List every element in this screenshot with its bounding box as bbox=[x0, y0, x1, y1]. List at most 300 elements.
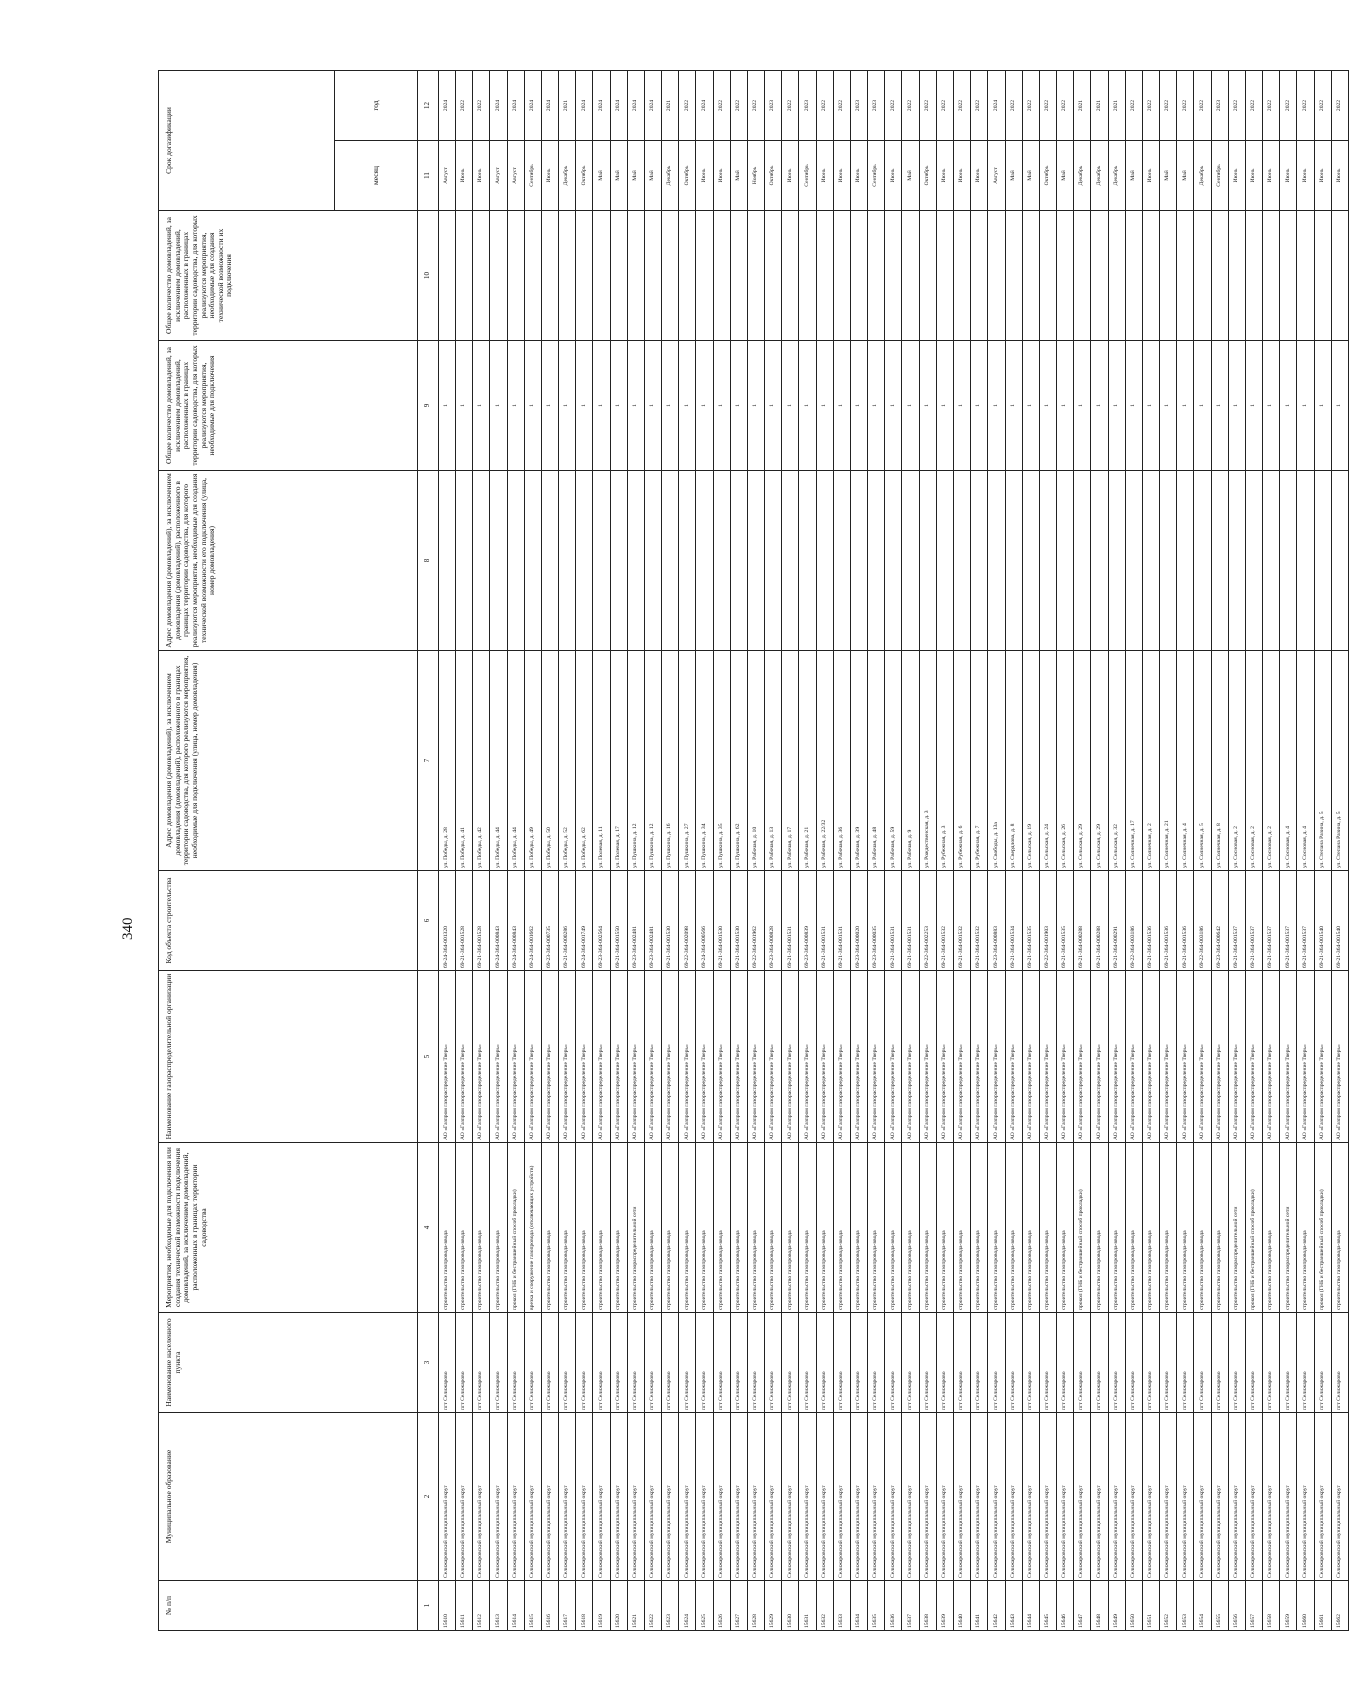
table-cell: строительство газопровода-ввода bbox=[954, 1143, 971, 1313]
table-cell: 2022 bbox=[1160, 71, 1177, 141]
table-cell: Июнь bbox=[473, 141, 490, 211]
table-cell: Селижаровский муниципальный округ bbox=[868, 1413, 885, 1581]
table-cell: Селижаровский муниципальный округ bbox=[662, 1413, 679, 1581]
table-cell: 1 bbox=[713, 341, 730, 471]
table-cell: Июнь bbox=[850, 141, 867, 211]
table-cell: пгт Селижарово bbox=[576, 1313, 593, 1413]
table-cell: строительство газопровода-ввода bbox=[1160, 1143, 1177, 1313]
table-cell: ул. Солнечная, д. 5 bbox=[1194, 651, 1211, 871]
table-cell: Селижаровский муниципальный округ bbox=[1108, 1413, 1125, 1581]
table-cell bbox=[610, 471, 627, 651]
table-cell: 69-23-364-000642 bbox=[1211, 871, 1228, 971]
table-cell: 15647 bbox=[1074, 1581, 1091, 1631]
table-cell: Июнь bbox=[1314, 141, 1331, 211]
table-cell: пгт Селижарово bbox=[644, 1313, 661, 1413]
table-cell bbox=[593, 211, 610, 341]
table-cell: 69-21-364-001537 bbox=[1245, 871, 1262, 971]
table-cell: АО «Газпром газораспределение Тверь» bbox=[644, 971, 661, 1143]
table-cell: 15632 bbox=[816, 1581, 833, 1631]
table-cell: пгт Селижарово bbox=[490, 1313, 507, 1413]
table-cell: ул. Рабочая, д. 9 bbox=[902, 651, 919, 871]
table-cell bbox=[919, 211, 936, 341]
table-cell: 69-24-364-000843 bbox=[490, 871, 507, 971]
table-cell: 1 bbox=[816, 341, 833, 471]
table-cell: строительство газопровода-ввода bbox=[1022, 1143, 1039, 1313]
table-cell: 69-22-364-003186 bbox=[1125, 871, 1142, 971]
table-row bbox=[747, 71, 764, 1631]
table-cell: 2022 bbox=[954, 71, 971, 141]
table-cell bbox=[833, 211, 850, 341]
table-cell: 2024 bbox=[610, 71, 627, 141]
table-cell: 1 bbox=[1280, 341, 1297, 471]
table-cell: 69-22-364-002253 bbox=[919, 871, 936, 971]
table-cell: АО «Газпром газораспределение Тверь» bbox=[610, 971, 627, 1143]
table-cell: строительство газопровода-ввода bbox=[438, 1143, 455, 1313]
table-cell: 69-23-364-002481 bbox=[644, 871, 661, 971]
table-cell: АО «Газпром газораспределение Тверь» bbox=[713, 971, 730, 1143]
table-cell: 1 bbox=[1177, 341, 1194, 471]
table-cell bbox=[1228, 471, 1245, 651]
table-cell bbox=[1211, 471, 1228, 651]
table-cell: 69-24-364-000566 bbox=[696, 871, 713, 971]
table-cell bbox=[850, 211, 867, 341]
table-cell: 15619 bbox=[593, 1581, 610, 1631]
table-cell: Декабрь bbox=[1108, 141, 1125, 211]
table-cell: Октябрь bbox=[919, 141, 936, 211]
table-cell: пгт Селижарово bbox=[456, 1313, 473, 1413]
table-cell: пгт Селижарово bbox=[1228, 1313, 1245, 1413]
table-cell: строительство газопровода-ввода bbox=[1194, 1143, 1211, 1313]
column-number: 6 bbox=[418, 871, 439, 971]
table-cell: 69-21-364-001534 bbox=[1005, 871, 1022, 971]
table-row bbox=[593, 71, 610, 1631]
table-cell: строительство газопровода-ввода bbox=[988, 1143, 1005, 1313]
table-cell bbox=[1074, 471, 1091, 651]
table-row bbox=[799, 71, 816, 1631]
table-row bbox=[576, 71, 593, 1631]
table-cell: Селижаровский муниципальный округ bbox=[679, 1413, 696, 1581]
table-cell: Селижаровский муниципальный округ bbox=[988, 1413, 1005, 1581]
table-cell: 2024 bbox=[644, 71, 661, 141]
table-cell: пгт Селижарово bbox=[971, 1313, 988, 1413]
table-cell bbox=[576, 211, 593, 341]
table-cell: 1 bbox=[730, 341, 747, 471]
table-cell: 2024 bbox=[541, 71, 558, 141]
table-cell: Май bbox=[1177, 141, 1194, 211]
column-number: 12 bbox=[418, 71, 439, 141]
table-cell: АО «Газпром газораспределение Тверь» bbox=[833, 971, 850, 1143]
gasification-table bbox=[158, 70, 1349, 1631]
table-cell: 1 bbox=[1074, 341, 1091, 471]
table-cell: 1 bbox=[971, 341, 988, 471]
table-cell: строительство газопровода-ввода bbox=[816, 1143, 833, 1313]
table-cell: 1 bbox=[593, 341, 610, 471]
table-cell bbox=[627, 471, 644, 651]
table-row bbox=[765, 71, 782, 1631]
table-cell: Июнь bbox=[456, 141, 473, 211]
table-cell: АО «Газпром газораспределение Тверь» bbox=[438, 971, 455, 1143]
table-cell: ул. Сосновая, д. 2 bbox=[1263, 651, 1280, 871]
table-cell: ул. Рубежная, д. 3 bbox=[936, 651, 953, 871]
table-cell: АО «Газпром газораспределение Тверь» bbox=[1108, 971, 1125, 1143]
table-cell: АО «Газпром газораспределение Тверь» bbox=[971, 971, 988, 1143]
table-cell: 15658 bbox=[1263, 1581, 1280, 1631]
table-cell: 2022 bbox=[816, 71, 833, 141]
table-cell: 69-21-364-000291 bbox=[1108, 871, 1125, 971]
table-cell: 1 bbox=[559, 341, 576, 471]
table-row bbox=[1022, 71, 1039, 1631]
table-cell: строительство газопровода-ввода bbox=[850, 1143, 867, 1313]
table-cell: ул. Солнечная, д. 8 bbox=[1211, 651, 1228, 871]
table-cell: 69-21-364-001537 bbox=[1280, 871, 1297, 971]
header-object-code: Код объекта строительства bbox=[159, 871, 418, 971]
table-cell: Селижаровский муниципальный округ bbox=[593, 1413, 610, 1581]
table-cell: 2022 bbox=[713, 71, 730, 141]
table-cell: АО «Газпром газораспределение Тверь» bbox=[1245, 971, 1262, 1143]
table-cell: 15657 bbox=[1245, 1581, 1262, 1631]
table-cell: 2024 bbox=[507, 71, 524, 141]
table-cell: 15659 bbox=[1280, 1581, 1297, 1631]
table-cell: 15642 bbox=[988, 1581, 1005, 1631]
table-cell: пгт Селижарово bbox=[593, 1313, 610, 1413]
table-cell: АО «Газпром газораспределение Тверь» bbox=[954, 971, 971, 1143]
table-cell bbox=[1297, 471, 1314, 651]
table-cell: АО «Газпром газораспределение Тверь» bbox=[1280, 971, 1297, 1143]
header-address-capability: Адрес домовладения (домовладений), за исключением домовладения (домовладений), расположенного в границах территории садоводства, для которого реализуются мероприятия, необходимые для создания технической возможности его подключения (улица, номер домовладения) bbox=[159, 471, 418, 651]
table-cell bbox=[1057, 471, 1074, 651]
table-cell: Селижаровский муниципальный округ bbox=[1039, 1413, 1056, 1581]
table-cell: 69-21-364-001531 bbox=[816, 871, 833, 971]
table-cell: Селижаровский муниципальный округ bbox=[730, 1413, 747, 1581]
table-cell: ул. Сельская, д. 32 bbox=[1108, 651, 1125, 871]
table-cell: 69-21-364-001550 bbox=[610, 871, 627, 971]
table-cell: Июнь bbox=[936, 141, 953, 211]
table-cell: Октябрь bbox=[765, 141, 782, 211]
table-cell: 1 bbox=[919, 341, 936, 471]
table-cell: 69-23-364-000883 bbox=[988, 871, 1005, 971]
table-cell bbox=[490, 211, 507, 341]
table-cell bbox=[456, 471, 473, 651]
table-cell: ул. Солнечная, д. 4 bbox=[1177, 651, 1194, 871]
table-row bbox=[610, 71, 627, 1631]
table-cell: 15623 bbox=[662, 1581, 679, 1631]
table-cell bbox=[1245, 211, 1262, 341]
table-cell: 69-22-364-002098 bbox=[679, 871, 696, 971]
table-cell: 2022 bbox=[1022, 71, 1039, 141]
table-row bbox=[850, 71, 867, 1631]
table-row bbox=[1039, 71, 1056, 1631]
table-cell: строительство газопровода-ввода bbox=[713, 1143, 730, 1313]
table-cell: 2022 bbox=[902, 71, 919, 141]
header-deadline: Срок догазификации bbox=[159, 71, 335, 211]
table-cell: 2021 bbox=[1091, 71, 1108, 141]
table-cell: 2023 bbox=[850, 71, 867, 141]
table-cell: Июнь bbox=[713, 141, 730, 211]
table-cell: ул. Победы, д. 44 bbox=[490, 651, 507, 871]
table-cell: Селижаровский муниципальный округ bbox=[1057, 1413, 1074, 1581]
table-cell: строительство газопровода-ввода bbox=[696, 1143, 713, 1313]
table-cell: АО «Газпром газораспределение Тверь» bbox=[1091, 971, 1108, 1143]
table-row bbox=[490, 71, 507, 1631]
table-cell: 1 bbox=[954, 341, 971, 471]
table-cell: Май bbox=[627, 141, 644, 211]
table-row bbox=[1228, 71, 1245, 1631]
table-cell: ул. Победы, д. 52 bbox=[559, 651, 576, 871]
table-cell: 1 bbox=[747, 341, 764, 471]
table-row bbox=[696, 71, 713, 1631]
rotated-page bbox=[158, 71, 1343, 1631]
table-cell: Сентябрь bbox=[524, 141, 541, 211]
table-cell: АО «Газпром газораспределение Тверь» bbox=[1039, 971, 1056, 1143]
table-row bbox=[473, 71, 490, 1631]
table-cell: Селижаровский муниципальный округ bbox=[507, 1413, 524, 1581]
table-cell: 1 bbox=[507, 341, 524, 471]
column-number: 10 bbox=[418, 211, 439, 341]
table-cell: АО «Газпром газораспределение Тверь» bbox=[507, 971, 524, 1143]
table-cell: Июнь bbox=[1228, 141, 1245, 211]
table-cell bbox=[576, 471, 593, 651]
table-cell: Селижаровский муниципальный округ bbox=[1297, 1413, 1314, 1581]
table-cell bbox=[473, 211, 490, 341]
table-cell: 2023 bbox=[765, 71, 782, 141]
table-cell: 1 bbox=[799, 341, 816, 471]
table-cell: 1 bbox=[644, 341, 661, 471]
table-row bbox=[971, 71, 988, 1631]
table-cell: 1 bbox=[1245, 341, 1262, 471]
table-cell bbox=[1091, 211, 1108, 341]
table-cell: АО «Газпром газораспределение Тверь» bbox=[988, 971, 1005, 1143]
table-cell: строительство газораспределительной сети bbox=[627, 1143, 644, 1313]
table-cell: 2023 bbox=[1211, 71, 1228, 141]
table-row bbox=[816, 71, 833, 1631]
table-cell: Май bbox=[1005, 141, 1022, 211]
table-cell: 2022 bbox=[1194, 71, 1211, 141]
table-cell: 69-21-364-001537 bbox=[1297, 871, 1314, 971]
table-cell: ул. Пушкина, д. 34 bbox=[696, 651, 713, 871]
table-cell bbox=[507, 211, 524, 341]
table-cell bbox=[1108, 211, 1125, 341]
table-cell: пгт Селижарово bbox=[782, 1313, 799, 1413]
table-cell: 69-21-364-001530 bbox=[730, 871, 747, 971]
table-cell: Селижаровский муниципальный округ bbox=[438, 1413, 455, 1581]
table-cell: ул. Полевая, д. 17 bbox=[610, 651, 627, 871]
table-cell: 15616 bbox=[541, 1581, 558, 1631]
table-cell: 2024 bbox=[576, 71, 593, 141]
table-cell: АО «Газпром газораспределение Тверь» bbox=[747, 971, 764, 1143]
table-cell: строительство газопровода-ввода bbox=[473, 1143, 490, 1313]
table-cell: Июнь bbox=[816, 141, 833, 211]
table-cell: АО «Газпром газораспределение Тверь» bbox=[1194, 971, 1211, 1143]
table-cell bbox=[473, 471, 490, 651]
table-cell: строительство газопровода-ввода bbox=[644, 1143, 661, 1313]
table-cell: 2022 bbox=[679, 71, 696, 141]
table-cell: АО «Газпром газораспределение Тверь» bbox=[936, 971, 953, 1143]
table-cell: строительство газопровода-ввода bbox=[541, 1143, 558, 1313]
table-row bbox=[662, 71, 679, 1631]
column-number: 11 bbox=[418, 141, 439, 211]
table-cell: Селижаровский муниципальный округ bbox=[1177, 1413, 1194, 1581]
table-cell: строительство газопровода-ввода bbox=[971, 1143, 988, 1313]
header-count-capability: Общее количество домовладений, за исключением домовладений, расположенных в границах территории садоводства, для которых реализуются мероприятия, необходимые для создания технической возможности их подключения bbox=[159, 211, 418, 341]
table-cell: ул. Победы, д. 42 bbox=[473, 651, 490, 871]
table-cell: ул. Победы, д. 49 bbox=[524, 651, 541, 871]
table-row bbox=[524, 71, 541, 1631]
table-cell: 2022 bbox=[782, 71, 799, 141]
table-cell: 15635 bbox=[868, 1581, 885, 1631]
table-cell: Селижаровский муниципальный округ bbox=[971, 1413, 988, 1581]
table-cell: строительство газопровода-ввода bbox=[1177, 1143, 1194, 1313]
table-cell bbox=[833, 471, 850, 651]
table-cell: 2022 bbox=[1280, 71, 1297, 141]
table-cell: 15617 bbox=[559, 1581, 576, 1631]
table-cell: 1 bbox=[868, 341, 885, 471]
table-cell: Август bbox=[988, 141, 1005, 211]
table-cell bbox=[885, 211, 902, 341]
table-cell bbox=[1039, 211, 1056, 341]
table-cell: Селижаровский муниципальный округ bbox=[1005, 1413, 1022, 1581]
table-cell: строительство газопровода-ввода bbox=[1039, 1143, 1056, 1313]
table-cell bbox=[541, 471, 558, 651]
table-cell bbox=[954, 211, 971, 341]
table-cell: 2022 bbox=[936, 71, 953, 141]
table-cell: строительство газопровода-ввода bbox=[885, 1143, 902, 1313]
table-cell: АО «Газпром газораспределение Тверь» bbox=[1022, 971, 1039, 1143]
table-cell: 2021 bbox=[1074, 71, 1091, 141]
table-row bbox=[1108, 71, 1125, 1631]
table-row bbox=[919, 71, 936, 1631]
table-cell bbox=[799, 471, 816, 651]
table-cell: Селижаровский муниципальный округ bbox=[1194, 1413, 1211, 1581]
table-row bbox=[902, 71, 919, 1631]
table-cell bbox=[1142, 211, 1159, 341]
table-cell: 1 bbox=[833, 341, 850, 471]
table-cell: пгт Селижарово bbox=[696, 1313, 713, 1413]
table-cell: 69-23-364-000828 bbox=[765, 871, 782, 971]
table-cell: 69-21-364-001540 bbox=[1331, 871, 1348, 971]
table-cell: 1 bbox=[438, 341, 455, 471]
table-cell: 69-24-364-000843 bbox=[507, 871, 524, 971]
table-cell: 69-21-364-001530 bbox=[662, 871, 679, 971]
table-cell: 1 bbox=[473, 341, 490, 471]
table-row bbox=[713, 71, 730, 1631]
table-cell: пгт Селижарово bbox=[1211, 1313, 1228, 1413]
table-cell: 1 bbox=[627, 341, 644, 471]
table-cell bbox=[610, 211, 627, 341]
table-row bbox=[833, 71, 850, 1631]
table-cell: 69-21-364-001537 bbox=[1228, 871, 1245, 971]
table-cell: 69-21-364-001528 bbox=[456, 871, 473, 971]
table-cell: АО «Газпром газораспределение Тверь» bbox=[1057, 971, 1074, 1143]
table-cell bbox=[1177, 471, 1194, 651]
table-cell: АО «Газпром газораспределение Тверь» bbox=[1177, 971, 1194, 1143]
table-cell: 15654 bbox=[1194, 1581, 1211, 1631]
table-body bbox=[418, 71, 1349, 1631]
table-cell: 69-23-364-002481 bbox=[627, 871, 644, 971]
table-cell: Селижаровский муниципальный округ bbox=[833, 1413, 850, 1581]
table-cell: 15646 bbox=[1057, 1581, 1074, 1631]
table-cell: ул. Победы, д. 41 bbox=[456, 651, 473, 871]
table-cell: 1 bbox=[576, 341, 593, 471]
table-cell: 1 bbox=[782, 341, 799, 471]
table-cell: Август bbox=[490, 141, 507, 211]
table-cell: Селижаровский муниципальный округ bbox=[850, 1413, 867, 1581]
table-cell bbox=[782, 471, 799, 651]
table-cell: врезка и сооружение газопровода (отключающих устройств) bbox=[524, 1143, 541, 1313]
table-cell: Май bbox=[902, 141, 919, 211]
table-cell: пгт Селижарово bbox=[610, 1313, 627, 1413]
table-cell: 2021 bbox=[662, 71, 679, 141]
table-cell: Июнь bbox=[541, 141, 558, 211]
table-cell: 69-22-364-001903 bbox=[1039, 871, 1056, 971]
table-cell bbox=[765, 211, 782, 341]
table-cell: 69-23-364-000735 bbox=[541, 871, 558, 971]
table-cell: Май bbox=[730, 141, 747, 211]
table-row bbox=[644, 71, 661, 1631]
table-cell: Селижаровский муниципальный округ bbox=[885, 1413, 902, 1581]
table-cell: 2022 bbox=[747, 71, 764, 141]
table-cell: АО «Газпром газораспределение Тверь» bbox=[799, 971, 816, 1143]
table-cell bbox=[644, 471, 661, 651]
table-cell: ул. Сельская, д. 24 bbox=[1039, 651, 1056, 871]
table-cell: 15661 bbox=[1314, 1581, 1331, 1631]
table-cell: АО «Газпром газораспределение Тверь» bbox=[541, 971, 558, 1143]
table-cell: строительство газопровода-ввода bbox=[679, 1143, 696, 1313]
table-cell bbox=[541, 211, 558, 341]
table-cell: АО «Газпром газораспределение Тверь» bbox=[662, 971, 679, 1143]
table-cell: 2022 bbox=[730, 71, 747, 141]
table-cell: Декабрь bbox=[559, 141, 576, 211]
table-cell: Селижаровский муниципальный округ bbox=[1074, 1413, 1091, 1581]
table-cell bbox=[1091, 471, 1108, 651]
table-cell: Селижаровский муниципальный округ bbox=[1331, 1413, 1348, 1581]
table-cell: пгт Селижарово bbox=[765, 1313, 782, 1413]
table-cell bbox=[1125, 471, 1142, 651]
table-cell: 69-21-364-000286 bbox=[559, 871, 576, 971]
table-cell bbox=[1160, 211, 1177, 341]
table-cell: 15656 bbox=[1228, 1581, 1245, 1631]
table-cell: 69-21-364-001531 bbox=[902, 871, 919, 971]
table-cell bbox=[971, 471, 988, 651]
table-cell: 2022 bbox=[1057, 71, 1074, 141]
table-cell: прокол (ГНБ и бестраншейный способ прокладки) bbox=[1314, 1143, 1331, 1313]
table-cell: АО «Газпром газораспределение Тверь» bbox=[782, 971, 799, 1143]
table-row bbox=[936, 71, 953, 1631]
table-cell bbox=[902, 471, 919, 651]
page-number: 340 bbox=[120, 917, 136, 940]
table-cell: 2022 bbox=[456, 71, 473, 141]
table-cell: АО «Газпром газораспределение Тверь» bbox=[1125, 971, 1142, 1143]
table-cell bbox=[438, 211, 455, 341]
table-cell bbox=[936, 471, 953, 651]
table-cell: 69-23-364-000839 bbox=[799, 871, 816, 971]
table-cell: пгт Селижарово bbox=[1022, 1313, 1039, 1413]
table-cell: строительство газопровода-ввода bbox=[559, 1143, 576, 1313]
table-row bbox=[1177, 71, 1194, 1631]
table-cell bbox=[662, 471, 679, 651]
table-row bbox=[1280, 71, 1297, 1631]
header-month: месяц bbox=[334, 141, 417, 211]
table-cell bbox=[850, 471, 867, 651]
table-cell: ул. Рабочая, д. 22/32 bbox=[816, 651, 833, 871]
table-cell: Май bbox=[1160, 141, 1177, 211]
table-cell: пгт Селижарово bbox=[559, 1313, 576, 1413]
table-row bbox=[954, 71, 971, 1631]
table-cell: АО «Газпром газораспределение Тверь» bbox=[868, 971, 885, 1143]
table-cell bbox=[1108, 471, 1125, 651]
table-cell: 69-24-364-001749 bbox=[576, 871, 593, 971]
table-cell: Селижаровский муниципальный округ bbox=[644, 1413, 661, 1581]
table-cell: Июнь bbox=[1280, 141, 1297, 211]
